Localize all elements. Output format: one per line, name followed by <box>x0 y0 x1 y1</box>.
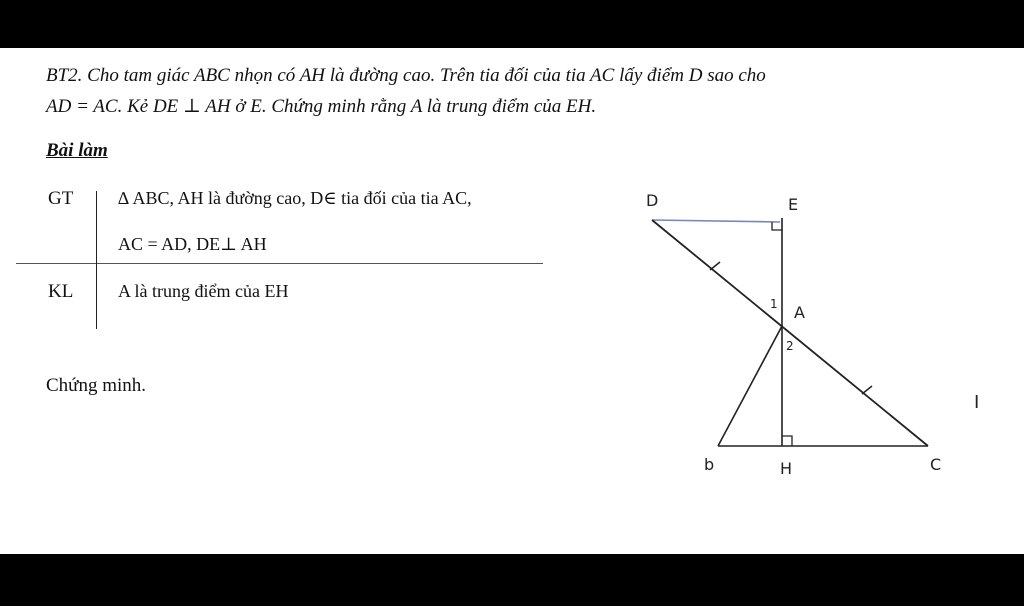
given-line-1: ∆ ABC, AH là đường cao, D∈ tia đối của tia AC, <box>118 188 472 208</box>
label-point-a: A <box>794 303 805 322</box>
gt-label: GT <box>48 188 74 209</box>
proof-label: Chứng minh. <box>46 375 147 396</box>
angle-mark-1: 1 <box>770 297 778 311</box>
tick-ad <box>710 262 720 270</box>
label-point-e: E <box>788 195 799 214</box>
problem-line-2: AD = AC. Kẻ DE ⊥ AH ở E. Chứng minh rằng A là trung điểm của EH. <box>46 96 597 117</box>
kl-label: KL <box>48 281 74 302</box>
segment-de <box>652 220 780 222</box>
label-point-h: H <box>780 459 793 478</box>
right-angle-e <box>772 222 782 230</box>
label-point-c: C <box>930 455 942 474</box>
segment-ab <box>718 326 782 446</box>
problem-statement <box>46 60 976 122</box>
problem-line-1: BT2. Cho tam giác ABC nhọn có AH là đường cao. Trên tia đối của tia AC lấy điểm D sao cho <box>46 65 766 86</box>
table-divider-vertical <box>96 191 97 329</box>
geometry-figure <box>600 178 1000 498</box>
segment-dc <box>652 220 928 446</box>
worksheet-page <box>0 48 1024 554</box>
tick-ac <box>862 386 872 394</box>
right-angle-h <box>782 436 792 446</box>
label-point-b: b <box>704 455 715 474</box>
angle-mark-2: 2 <box>786 339 794 353</box>
label-point-d: D <box>646 191 659 210</box>
conclusion-text: A là trung điểm của EH <box>118 281 289 301</box>
side-mark: I <box>974 392 980 413</box>
solution-heading: Bài làm <box>46 140 108 161</box>
given-line-2: AC = AD, DE⊥ AH <box>118 234 267 254</box>
